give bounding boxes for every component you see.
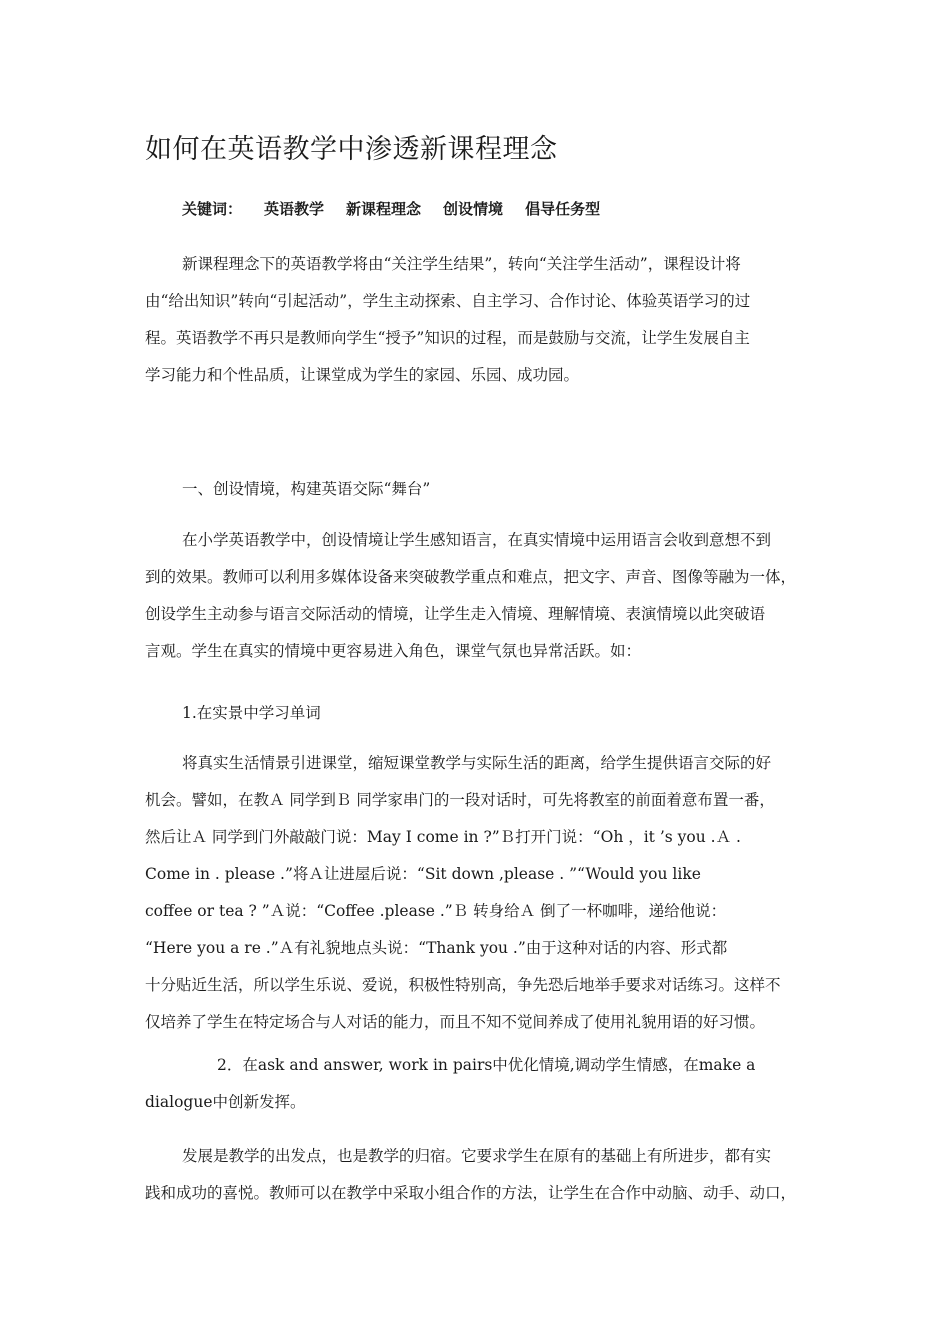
paragraph-line: 到的效果。教师可以利用多媒体设备来突破教学重点和难点，把文字、声音、图像等融为一体， [145, 568, 797, 586]
keywords-label: 关键词： [182, 200, 243, 218]
keyword-item: 英语教学 [264, 200, 325, 218]
intro-paragraph [145, 246, 815, 394]
subsection-heading: 1.在实景中学习单词 [182, 704, 321, 722]
paragraph-line: dialogue中创新发挥。 [145, 1093, 306, 1111]
vocab-paragraph [145, 745, 815, 1041]
paragraph-line: 学习能力和个性品质，让课堂成为学生的家园、乐园、成功园。 [145, 366, 580, 384]
paragraph-line: 在小学英语教学中，创设情境让学生感知语言，在真实情境中运用语言会收到意想不到 [182, 531, 772, 549]
paragraph-line: Come in . please .”将Ａ让进屋后说：“Sit down ,please . ”“Would you like [145, 865, 701, 883]
subsection2-paragraph [145, 1047, 815, 1121]
paragraph-line: 然后让Ａ 同学到门外敲敲门说：May I come in ?”Ｂ打开门说：“Oh ，it ’s you .Ａ . [145, 828, 741, 846]
paragraph-line: 新课程理念下的英语教学将由“关注学生结果”，转向“关注学生活动”，课程设计将 [182, 255, 741, 273]
keyword-item: 倡导任务型 [525, 200, 601, 218]
paragraph-line: 发展是教学的出发点，也是教学的归宿。它要求学生在原有的基础上有所进步，都有实 [182, 1147, 772, 1165]
paragraph-line: 程。英语教学不再只是教师向学生“授予”知识的过程，而是鼓励与交流，让学生发展自主 [145, 329, 750, 347]
paragraph-line: 言观。学生在真实的情境中更容易进入角色，课堂气氛也异常活跃。如： [145, 642, 642, 660]
paragraph-line: 践和成功的喜悦。教师可以在教学中采取小组合作的方法，让学生在合作中动脑、动手、动口， [145, 1184, 797, 1202]
develop-paragraph [145, 1138, 815, 1212]
section1-paragraph [145, 522, 815, 670]
paragraph-line: 创设学生主动参与语言交际活动的情境，让学生走入情境、理解情境、表演情境以此突破语 [145, 605, 766, 623]
document-title: 如何在英语教学中渗透新课程理念 [145, 134, 558, 165]
paragraph-line: “Here you a re .”Ａ有礼貌地点头说：“Thank you .”由于这种对话的内容、形式都 [145, 939, 728, 957]
section-heading: 一、创设情境，构建英语交际“舞台” [182, 480, 431, 498]
paragraph-line: 将真实生活情景引进课堂，缩短课堂教学与实际生活的距离，给学生提供语言交际的好 [182, 754, 772, 772]
paragraph-line: 由“给出知识”转向“引起活动”，学生主动探索、自主学习、合作讨论、体验英语学习的过 [145, 292, 751, 310]
paragraph-line: coffee or tea ? ”Ａ说：“Coffee .please .”Ｂ 转身给Ａ 倒了一杯咖啡，递给他说： [145, 902, 727, 920]
paragraph-line: 十分贴近生活，所以学生乐说、爱说，积极性特别高，争先恐后地举手要求对话练习。这样不 [145, 976, 781, 994]
paragraph-line: 2．在ask and answer, work in pairs中优化情境,调动学生情感，在make a [217, 1056, 756, 1074]
keyword-item: 创设情境 [443, 200, 504, 218]
paragraph-line: 仅培养了学生在特定场合与人对话的能力，而且不知不觉间养成了使用礼貌用语的好习惯。 [145, 1013, 766, 1031]
keyword-item: 新课程理念 [346, 200, 422, 218]
paragraph-line: 机会。譬如，在教Ａ 同学到Ｂ 同学家串门的一段对话时，可先将教室的前面着意布置一番， [145, 791, 775, 809]
keywords-line [182, 196, 600, 222]
